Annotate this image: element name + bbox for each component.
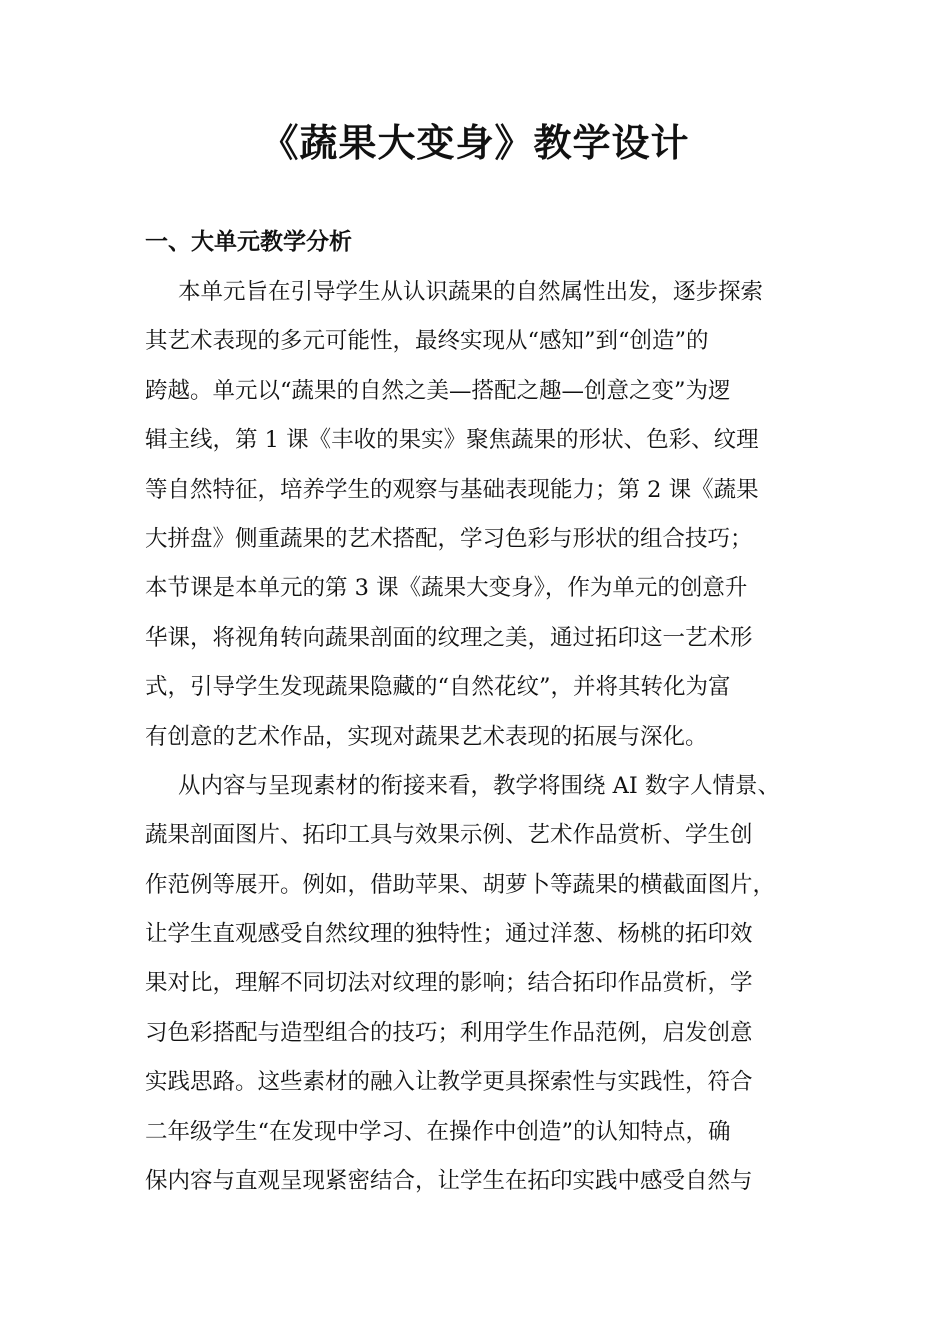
text-line: 果对比，理解不同切法对纹理的影响；结合拓印作品赏析，学 <box>145 970 753 997</box>
text-line: 本节课是本单元的第 3 课《蔬果大变身》，作为单元的创意升 <box>145 575 748 602</box>
text-line: 实践思路。这些素材的融入让教学更具探索性与实践性，符合 <box>145 1069 753 1096</box>
body-text <box>145 272 825 1210</box>
section-heading: 一、大单元教学分析 <box>145 229 352 255</box>
text-line: 从内容与呈现素材的衔接来看，教学将围绕 AI 数字人情景、 <box>178 772 780 799</box>
text-line: 大拼盘》侧重蔬果的艺术搭配，学习色彩与形状的组合技巧； <box>145 525 753 552</box>
text-line: 式，引导学生发现蔬果隐藏的“自然花纹”，并将其转化为富 <box>145 674 731 701</box>
document-title: 《蔬果大变身》教学设计 <box>260 120 690 165</box>
text-line: 其艺术表现的多元可能性，最终实现从“感知”到“创造”的 <box>145 328 709 355</box>
text-line: 二年级学生“在发现中学习、在操作中创造”的认知特点，确 <box>145 1118 731 1145</box>
text-line: 等自然特征，培养学生的观察与基础表现能力；第 2 课《蔬果 <box>145 476 759 503</box>
text-line: 本单元旨在引导学生从认识蔬果的自然属性出发，逐步探索 <box>178 279 764 305</box>
text-line: 保内容与直观呈现紧密结合，让学生在拓印实践中感受自然与 <box>145 1168 753 1195</box>
text-line: 辑主线，第 1 课《丰收的果实》聚焦蔬果的形状、色彩、纹理 <box>145 427 759 454</box>
text-line: 让学生直观感受自然纹理的独特性；通过洋葱、杨桃的拓印效 <box>145 921 753 948</box>
text-line: 跨越。单元以“蔬果的自然之美—搭配之趣—创意之变”为逻 <box>145 377 731 404</box>
text-line: 有创意的艺术作品，实现对蔬果艺术表现的拓展与深化。 <box>145 723 708 750</box>
text-line: 蔬果剖面图片、拓印工具与效果示例、艺术作品赏析、学生创 <box>145 822 753 849</box>
text-line: 作范例等展开。例如，借助苹果、胡萝卜等蔬果的横截面图片， <box>145 871 776 898</box>
text-line: 习色彩搭配与造型组合的技巧；利用学生作品范例，启发创意 <box>145 1019 753 1046</box>
text-line: 华课，将视角转向蔬果剖面的纹理之美，通过拓印这一艺术形 <box>145 624 753 651</box>
